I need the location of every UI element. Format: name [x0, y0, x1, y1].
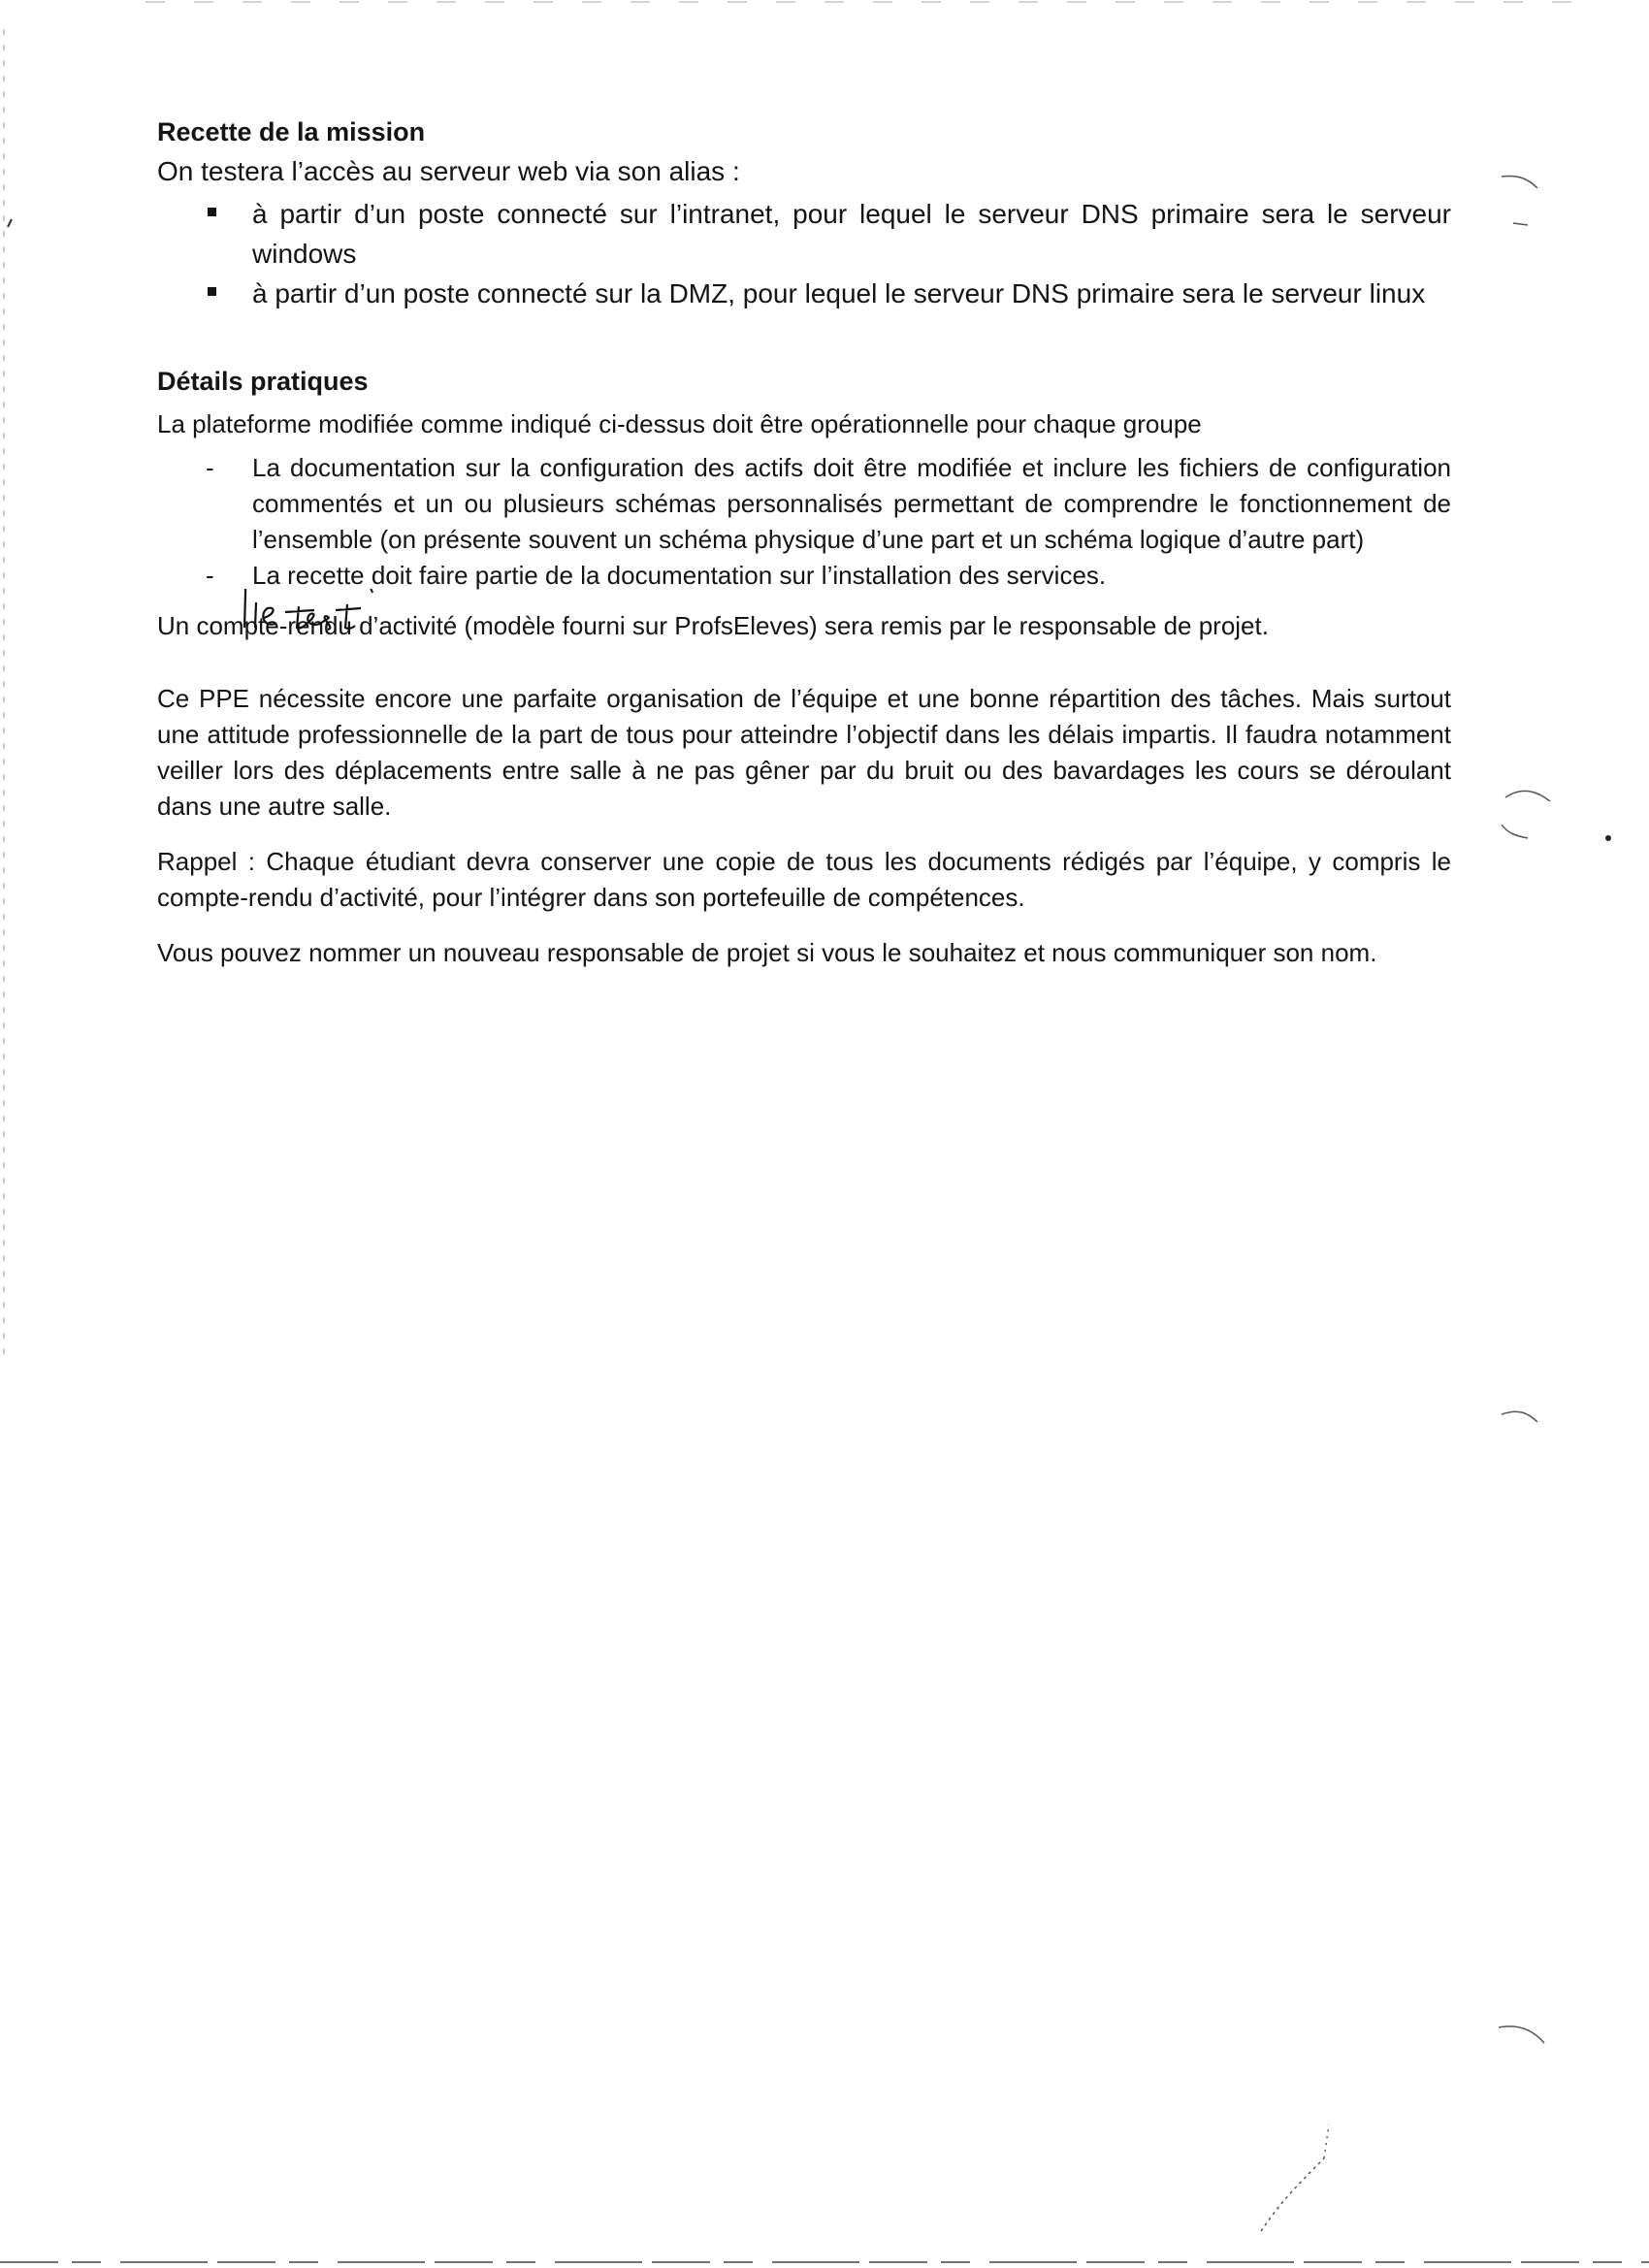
list-item [157, 194, 1451, 274]
recette-list [157, 194, 1451, 313]
list-item-text: à partir d’un poste connecté sur l’intranet, pour lequel le serveur DNS primaire sera le serveur windows [252, 199, 1451, 269]
list-item [157, 558, 1451, 608]
handwritten-note [242, 589, 388, 635]
responsable-paragraph: Vous pouvez nommer un nouveau responsable de projet si vous le souhaitez et nous communiquer son nom. [157, 938, 1377, 967]
square-bullet-icon [208, 287, 216, 296]
heading-recette: Recette de la mission [157, 117, 426, 146]
square-bullet-icon [208, 208, 216, 216]
details-list [157, 450, 1451, 608]
organisation-paragraph: Ce PPE nécessite encore une parfaite organisation de l’équipe et une bonne répartition des tâches. Mais surtout une attitude professionnelle de la part de tous pour atteindre l’objectif dans les délais impartis. Il faudra notamment veiller lors des déplacements entre salle à ne pas gêner par du bruit ou des bavardages les cours se déroulant dans une autre salle. [157, 684, 1451, 821]
list-item [157, 274, 1451, 313]
list-item-text: La recette doit faire partie de la documentation sur l’installation des services. [252, 561, 1107, 590]
recette-intro: On testera l’accès au serveur web via son alias : [157, 156, 740, 186]
compte-rendu-text: Un compte-rendu d’activité (modèle fourni sur ProfsEleves) sera remis par le responsable de projet. [157, 611, 1269, 640]
dash-bullet: - [206, 561, 214, 590]
list-item [157, 450, 1451, 558]
document-body [157, 114, 1451, 971]
dash-bullet: - [206, 453, 214, 482]
list-item-text: La documentation sur la configuration des actifs doit être modifiée et inclure les fichiers de configuration commentés et un ou plusieurs schémas personnalisés permettant de comprendre le fonctionnement de l’ensemble (on présente souvent un schéma physique d’une part et un schéma logique d’autre part) [252, 453, 1451, 554]
rappel-paragraph: Rappel : Chaque étudiant devra conserver une copie de tous les documents rédigés par l’équipe, y compris le compte-rendu d’activité, pour l’intégrer dans son portefeuille de compétences. [157, 847, 1451, 912]
heading-details: Détails pratiques [157, 367, 369, 396]
list-item-text: à partir d’un poste connecté sur la DMZ, pour lequel le serveur DNS primaire sera le serveur linux [252, 278, 1426, 308]
details-intro: La plateforme modifiée comme indiqué ci-dessus doit être opérationnelle pour chaque groupe [157, 409, 1202, 438]
